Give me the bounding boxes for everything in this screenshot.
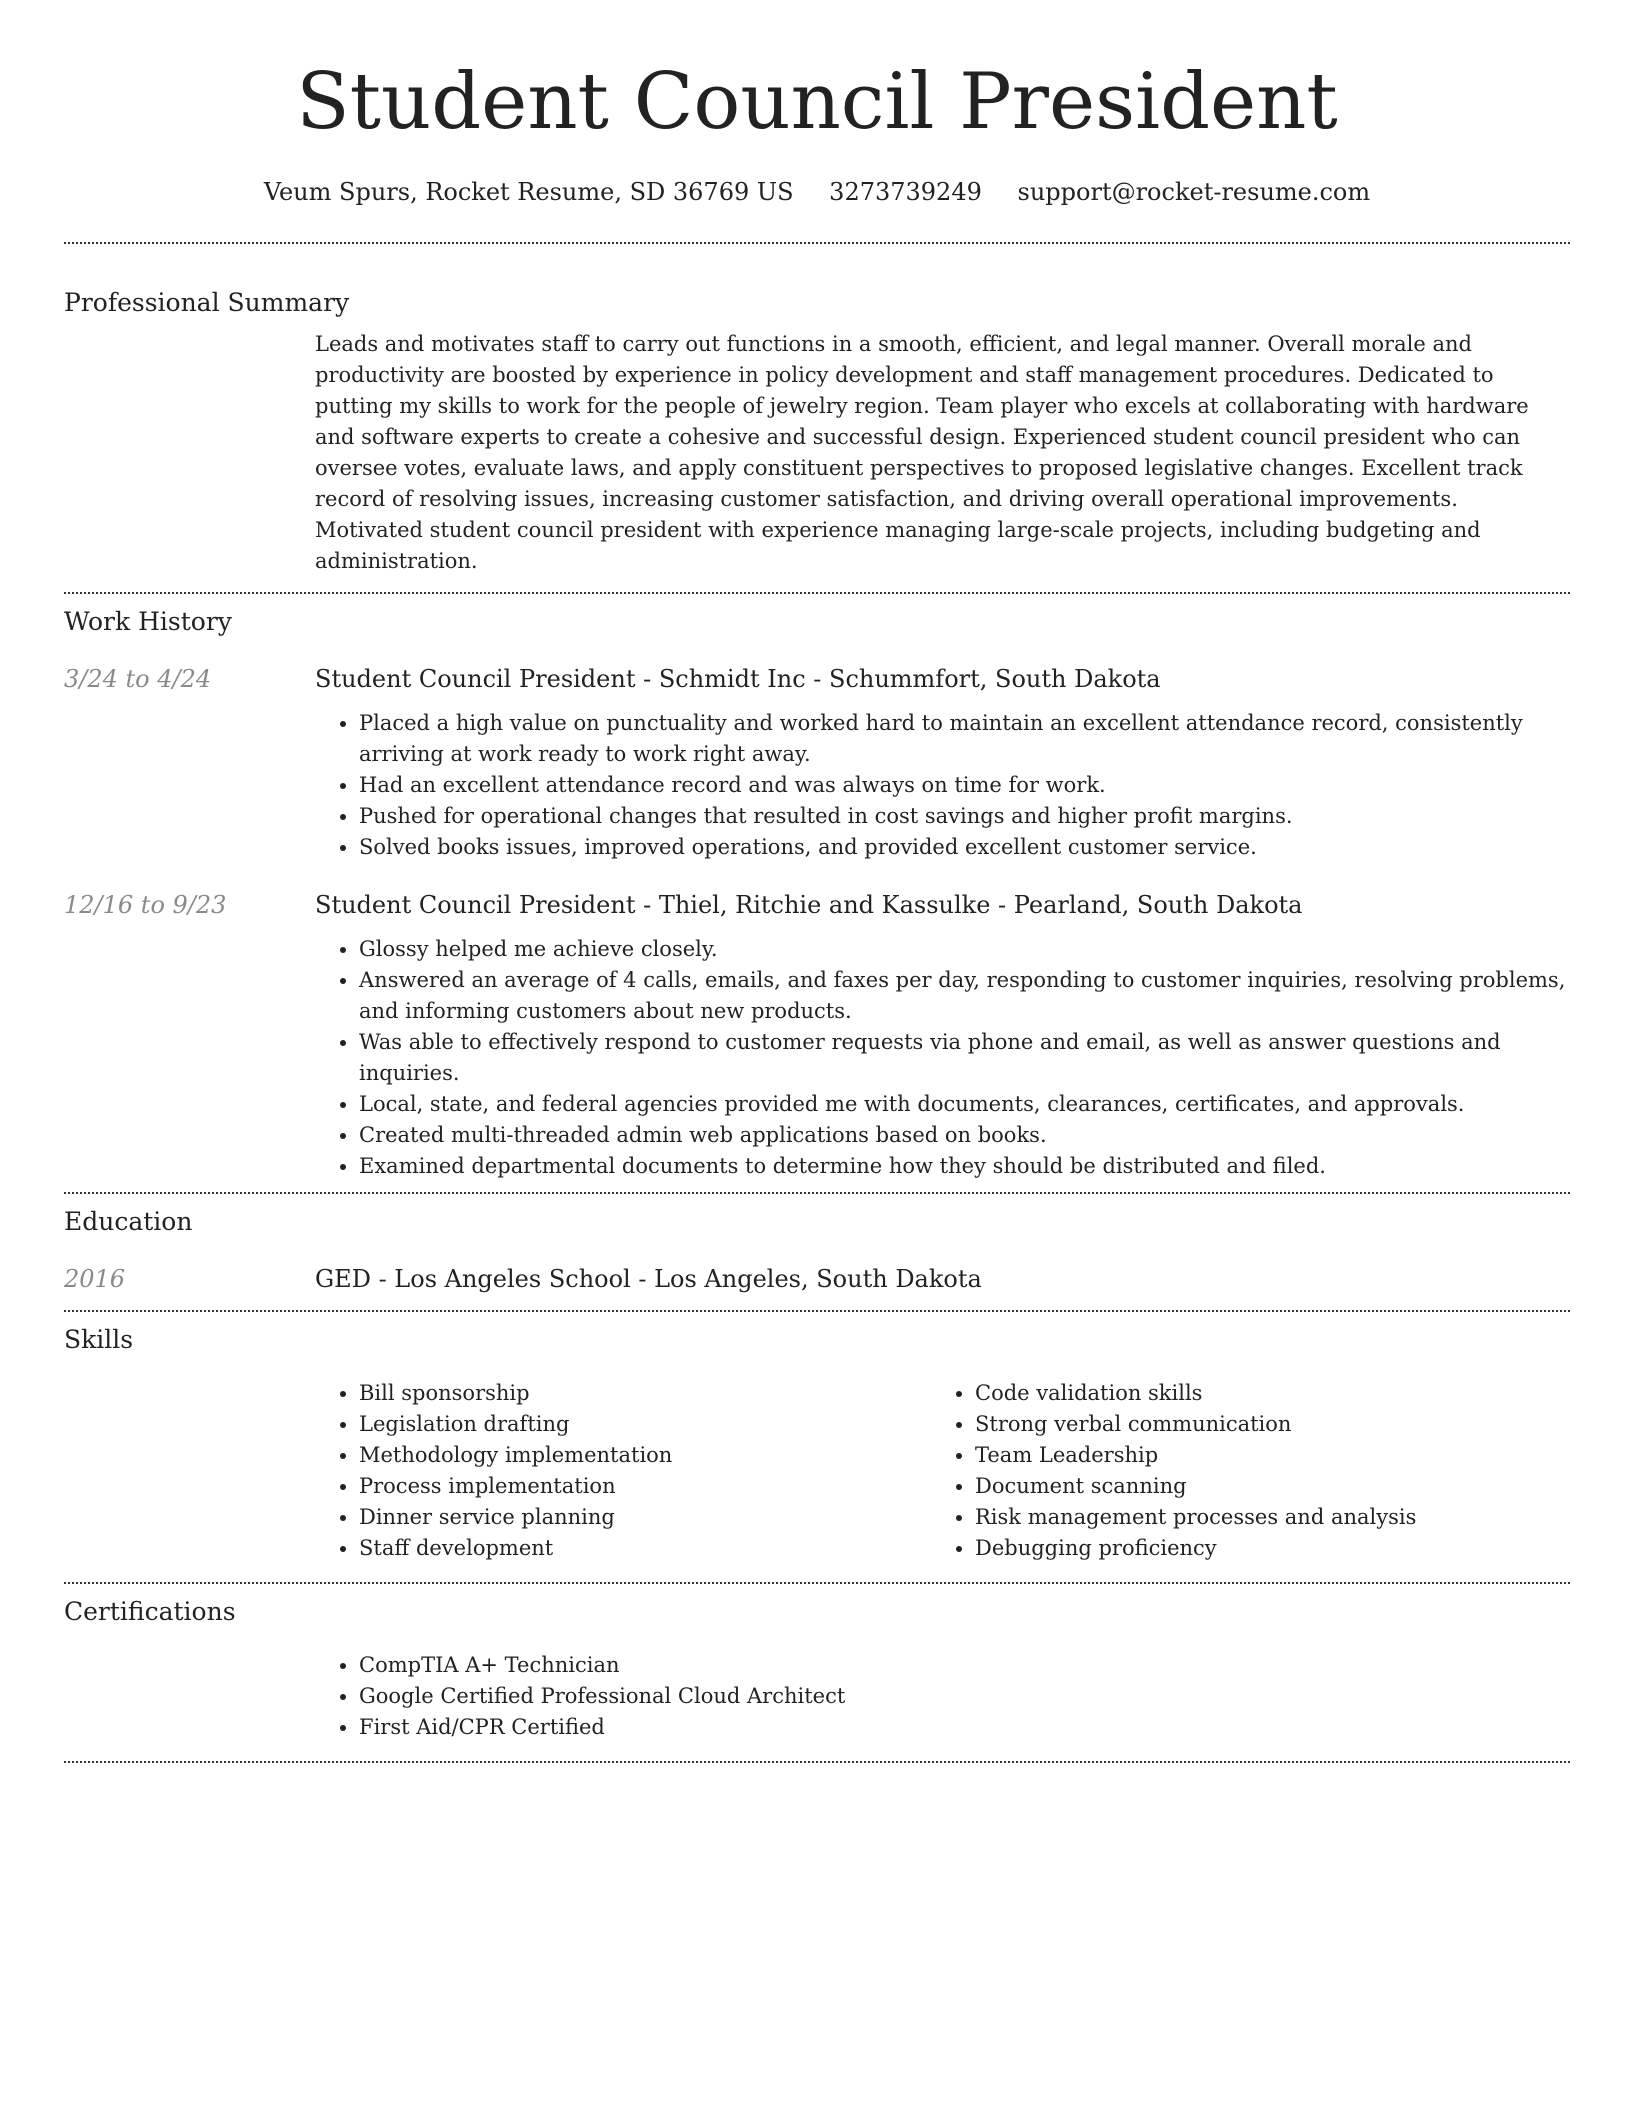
summary-text: Leads and motivates staff to carry out functions in a smooth, efficient, and legal manner. Overall morale and productivity are boosted by experience in policy development and staff management procedures. Dedicated to putting my skills to work for the people of jewelry region. Team player who excels at collaborating with hardware and software experts to create a cohesive and successful design. Experienced student council president who can oversee votes, evaluate laws, and apply constituent perspectives to proposed legislative changes. Excellent track record of resolving issues, increasing customer satisfaction, and driving overall operational improvements. Motivated student council president with experience managing large-scale projects, including budgeting and administration. [315, 332, 1529, 573]
certifications-list [315, 1650, 1570, 1743]
list-item: • Dinner service planning [359, 1502, 931, 1533]
resume-name: Student Council President [296, 57, 1338, 147]
list-item: • Examined departmental documents to determine how they should be distributed and filed. [359, 1151, 1570, 1182]
list-item: • CompTIA A+ Technician [359, 1650, 1570, 1681]
section-title-education: Education [64, 1207, 193, 1236]
contact-phone: 3273739249 [829, 178, 982, 206]
list-item: • First Aid/CPR Certified [359, 1712, 1570, 1743]
education-section [64, 1194, 1570, 1296]
skills-section [64, 1312, 1570, 1564]
list-item: • Staff development [359, 1533, 931, 1564]
contact-line [64, 176, 1570, 208]
skills-column-left [315, 1378, 931, 1564]
skills-column-right [931, 1378, 1547, 1564]
list-item: • Had an excellent attendance record and was always on time for work. [359, 770, 1570, 801]
list-item: • Was able to effectively respond to customer requests via phone and email, as well as answer questions and inquiries. [359, 1027, 1570, 1089]
list-item: • Pushed for operational changes that resulted in cost savings and higher profit margins. [359, 801, 1570, 832]
job-entry [64, 662, 1570, 863]
list-item: • Risk management processes and analysis [975, 1502, 1547, 1533]
list-item: • Bill sponsorship [359, 1378, 931, 1409]
list-item: • Code validation skills [975, 1378, 1547, 1409]
list-item: • Glossy helped me achieve closely. [359, 934, 1570, 965]
list-item: • Strong verbal communication [975, 1409, 1547, 1440]
section-title-skills: Skills [64, 1325, 134, 1354]
list-item: • Document scanning [975, 1471, 1547, 1502]
work-history-section [64, 594, 1570, 1182]
list-item: • Solved books issues, improved operations, and provided excellent customer service. [359, 832, 1570, 863]
summary-section [64, 244, 1570, 577]
certifications-section [64, 1584, 1570, 1743]
skills-grid [315, 1378, 1570, 1564]
list-item: • Debugging proficiency [975, 1533, 1547, 1564]
job-bullets [315, 934, 1570, 1182]
section-title-summary: Professional Summary [64, 288, 350, 317]
education-year: 2016 [64, 1265, 126, 1293]
certifications-left-spacer [64, 1650, 315, 1743]
list-item: • Created multi-threaded admin web applications based on books. [359, 1120, 1570, 1151]
contact-address: Veum Spurs, Rocket Resume, SD 36769 US [263, 178, 794, 206]
section-title-work-history: Work History [64, 607, 232, 636]
job-heading: Student Council President - Thiel, Ritchie and Kassulke - Pearland, South Dakota [315, 891, 1303, 919]
education-heading: GED - Los Angeles School - Los Angeles, South Dakota [315, 1265, 982, 1293]
job-entry [64, 888, 1570, 1182]
resume-page [64, 0, 1570, 1763]
list-item: • Placed a high value on punctuality and worked hard to maintain an excellent attendance record, consistently arriving at work ready to work right away. [359, 708, 1570, 770]
contact-email: support@rocket-resume.com [1017, 178, 1371, 206]
list-item: • Methodology implementation [359, 1440, 931, 1471]
job-dates: 12/16 to 9/23 [64, 891, 227, 919]
skills-left-spacer [64, 1378, 315, 1564]
list-item: • Process implementation [359, 1471, 931, 1502]
divider [64, 1761, 1570, 1763]
job-dates: 3/24 to 4/24 [64, 665, 212, 693]
job-bullets [315, 708, 1570, 863]
summary-left-spacer [64, 329, 315, 577]
education-entry [64, 1262, 1570, 1296]
job-heading: Student Council President - Schmidt Inc - Schummfort, South Dakota [315, 665, 1161, 693]
list-item: • Google Certified Professional Cloud Architect [359, 1681, 1570, 1712]
list-item: • Local, state, and federal agencies provided me with documents, clearances, certificates, and approvals. [359, 1089, 1570, 1120]
list-item: • Team Leadership [975, 1440, 1547, 1471]
list-item: • Legislation drafting [359, 1409, 931, 1440]
section-title-certifications: Certifications [64, 1597, 236, 1626]
list-item: • Answered an average of 4 calls, emails, and faxes per day, responding to customer inquiries, resolving problems, and informing customers about new products. [359, 965, 1570, 1027]
